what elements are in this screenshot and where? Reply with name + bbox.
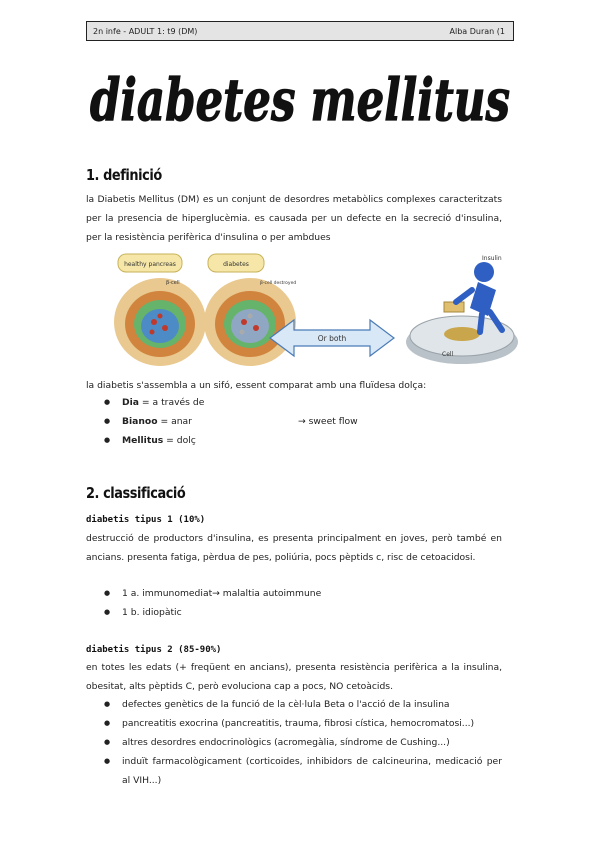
- section-heading-classificacio: 2. classificació: [86, 484, 186, 502]
- list-item: ● altres desordres endocrinològics (acromegàlia, síndrome de Cushing...): [86, 733, 502, 752]
- list-item: [86, 393, 502, 412]
- type1-paragraph: destrucció de productors d'insulina, es presenta principalment en joves, però també en ancians. presenta fatiga, pèrdua de pes, poliúria, pocs pèptids c, risc de cetoacidosi.: [86, 533, 502, 563]
- diabetes-illustration: [110, 246, 530, 368]
- label-bcell: β-cell: [166, 280, 180, 286]
- sifo-paragraph: la diabetis s'assembla a un sifó, essent comparat amb una fluïdesa dolça:: [86, 380, 427, 391]
- or-both-arrow: [270, 320, 394, 356]
- list-item: [86, 431, 502, 450]
- header-course: 2n infe - ADULT 1: t9 (DM): [93, 26, 198, 36]
- list-item: ● 1 b. idiopàtic: [86, 603, 502, 622]
- label-cell: Cell: [442, 351, 454, 358]
- type2-title: diabetis tipus 2 (85-90%): [86, 645, 222, 655]
- header-author: Alba Duran (1: [449, 26, 505, 36]
- list-item: ● pancreatitis exocrina (pancreatitis, trauma, fibrosi cística, hemocromatosi...): [86, 714, 502, 733]
- etymology-list: [86, 393, 502, 450]
- type2-list: [86, 695, 502, 790]
- label-insulin: Insulin: [482, 255, 502, 262]
- list-item: ● induït farmacològicament (corticoides, inhibidors de calcineurina, medicació per al VIH...): [86, 752, 502, 790]
- healthy-islet: [114, 254, 206, 366]
- title-lettering: [86, 58, 514, 142]
- section-heading-definicio: 1. definició: [86, 166, 162, 184]
- etymology-term: Mellitus: [122, 435, 164, 446]
- insulin-cell: [406, 255, 518, 364]
- diabetic-islet: [204, 254, 296, 366]
- list-item: ● 1 a. immunomediat→ malaltia autoimmune: [86, 584, 502, 603]
- type1-list: [86, 584, 502, 622]
- label-or-both: Or both: [317, 334, 347, 343]
- type2-paragraph: en totes les edats (+ freqüent en ancians), presenta resistència perifèrica a la insulina, obesitat, alts pèptids C, però evoluciona cap a pocs, NO cetoàcids.: [86, 662, 502, 692]
- etymology-note: → sweet flow: [298, 416, 358, 427]
- definition-paragraph: la Diabetis Mellitus (DM) es un conjunt de desordres metabòlics complexes caracteritzats per la presencia de hiperglucèmia. es causada per un defecte en la secreció d'insulina, per la resistència perifèrica d'insulina o per ambdues: [86, 194, 502, 243]
- page-header: [86, 21, 514, 41]
- list-item: ● defectes genètics de la funció de la cèl·lula Beta o l'acció de la insulina: [86, 695, 502, 714]
- etymology-meaning: = a través de: [141, 397, 205, 408]
- label-diabetes: diabetes: [223, 261, 249, 268]
- type1-title: diabetis tipus 1 (10%): [86, 515, 206, 525]
- list-item: [86, 412, 502, 431]
- page-title: diabetes mellitus: [90, 66, 510, 134]
- label-bcell-destroyed: β-cell destroyed: [260, 281, 297, 286]
- etymology-meaning: = anar: [160, 416, 192, 427]
- label-healthy: healthy pancreas: [124, 261, 176, 268]
- etymology-term: Dia: [122, 397, 139, 408]
- etymology-term: Bianoo: [122, 416, 158, 427]
- etymology-meaning: = dolç: [166, 435, 196, 446]
